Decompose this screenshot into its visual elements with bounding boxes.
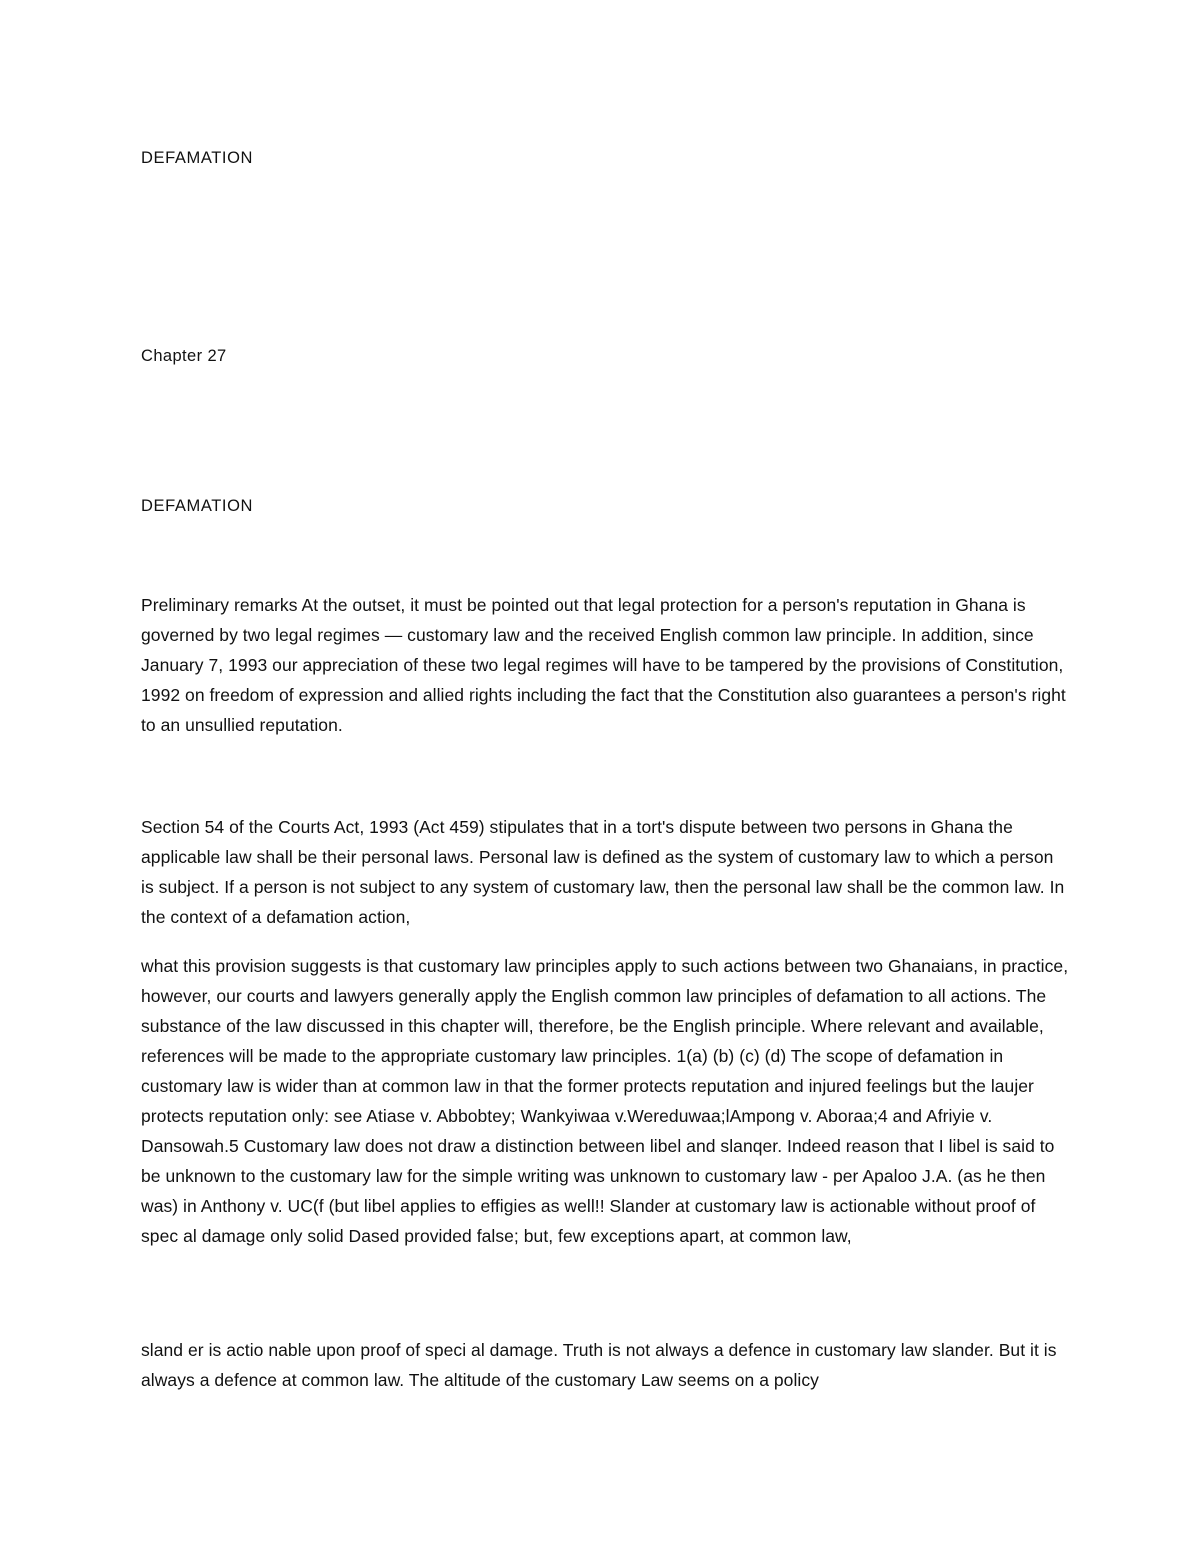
section-title: DEFAMATION: [141, 497, 254, 515]
document-title: DEFAMATION: [141, 149, 254, 167]
paragraph-customary-law: what this provision suggests is that customary law principles apply to such actions between two Ghanaians, in practice, however, our courts and lawyers generally apply the English common law principles of defamation to all actions. The substance of the law discussed in this chapter will, therefore, be the English principle. Where relevant and available, references will be made to the appropriate customary law principles. 1(a) (b) (c) (d) The scope of defamation in customary law is wider than at common law in that the former protects reputation and injured feelings but the laujer protects reputation only: see Atiase v. Abbobtey; Wankyiwaa v.Wereduwaa;lAmpong v. Aboraa;4 and Afriyie v. Dansowah.5 Customary law does not draw a distinction between libel and slanqer. Indeed reason that I libel is said to be unknown to the customary law for the simple writing was unknown to customary law - per Apaloo J.A. (as he then was) in Anthony v. UC(f (but libel applies to effigies as well!! Slander at customary law is actionable without proof of spec al damage only solid Dased provided false; but, few exceptions apart, at common law,: [141, 956, 1069, 1246]
chapter-heading: Chapter 27: [141, 347, 227, 365]
paragraph-slander: sland er is actio nable upon proof of speci al damage. Truth is not always a defence in customary law slander. But it is always a defence at common law. The altitude of the customary Law seems on a policy: [141, 1340, 1057, 1390]
paragraph-courts-act: Section 54 of the Courts Act, 1993 (Act 459) stipulates that in a tort's dispute between two persons in Ghana the applicable law shall be their personal laws. Personal law is defined as the system of customary law to which a person is subject. If a person is not subject to any system of customary law, then the personal law shall be the common law. In the context of a defamation action,: [141, 817, 1065, 927]
paragraph-preliminary-remarks: Preliminary remarks At the outset, it must be pointed out that legal protection for a person's reputation in Ghana is governed by two legal regimes — customary law and the received English common law principle. In addition, since January 7, 1993 our appreciation of these two legal regimes will have to be tampered by the provisions of Constitution, 1992 on freedom of expression and allied rights including the fact that the Constitution also guarantees a person's right to an unsullied reputation.: [141, 595, 1066, 735]
